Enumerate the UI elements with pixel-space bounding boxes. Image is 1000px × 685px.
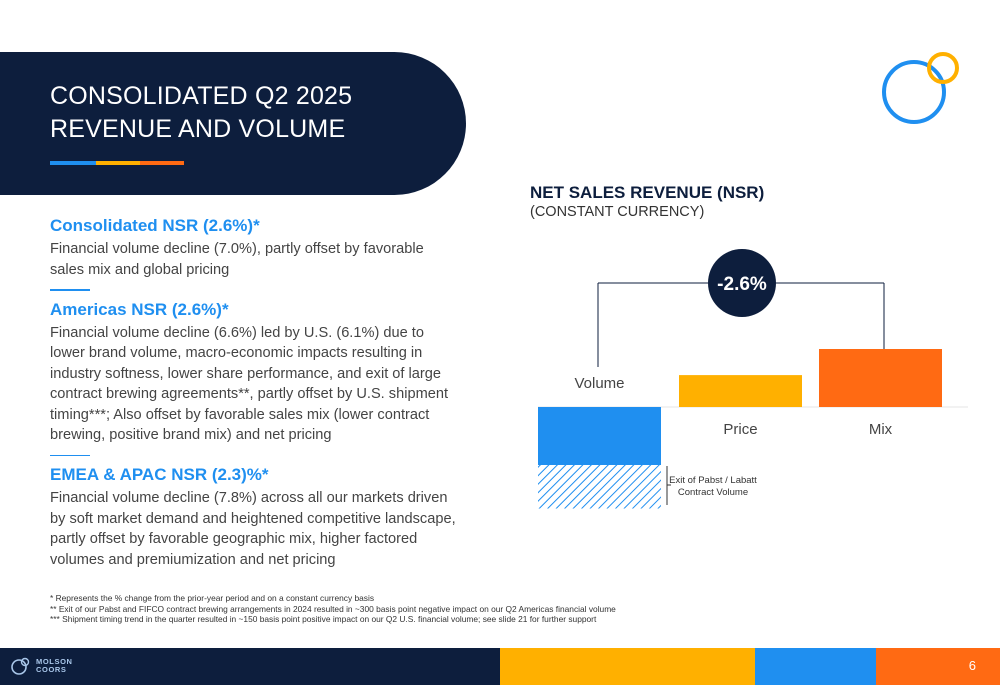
- page-number: 6: [968, 658, 976, 673]
- accent-line-gold: [96, 161, 140, 165]
- total-change-label: -2.6%: [717, 274, 767, 295]
- bar-mix: [819, 349, 942, 407]
- consolidated-heading: Consolidated NSR (2.6%)*: [50, 216, 260, 235]
- section-divider: [50, 289, 90, 291]
- bar-volume-contract-exit: [538, 465, 661, 509]
- commentary-column: [50, 215, 470, 570]
- brand-rings-icon: [878, 46, 968, 136]
- molson-coors-logo: [10, 654, 73, 678]
- chart-title: NET SALES REVENUE (NSR): [530, 183, 765, 202]
- annotation-line-2: Contract Volume: [677, 487, 749, 498]
- footer-segment-blue: [755, 648, 876, 685]
- americas-heading: Americas NSR (2.6%)*: [50, 299, 229, 319]
- accent-line-blue: [50, 161, 96, 165]
- americas-body: Financial volume decline (6.6%) led by U.S. (6.1%) due to lower brand volume, macro-economic impacts resulting in industry softness, lower share performance, and exit of large contract brewing agreements**, partly offset by U.S. shipment timing***; Also offset by favorable sales mix (lower contract brewing, positive brand mix) and net pricing: [50, 324, 449, 443]
- nsr-bridge-chart: [520, 230, 980, 530]
- category-label-volume: Volume: [574, 375, 625, 392]
- footnote-1: * Represents the % change from the prior-year period and on a constant currency basis: [50, 593, 375, 603]
- emea-apac-heading: EMEA & APAC NSR (2.3)%*: [50, 465, 269, 484]
- slide-title-line-1: CONSOLIDATED Q2 2025: [50, 82, 353, 110]
- annotation-line-1: Exit of Pabst / Labatt: [669, 475, 757, 486]
- emea-apac-body: Financial volume decline (7.8%) across all our markets driven by soft market demand and heightened competitive landscape, partly offset by favorable geographic mix, higher factored volumes and premiumization and net pricing: [50, 490, 456, 568]
- bar-volume: [538, 407, 661, 465]
- accent-line-orange: [140, 161, 184, 165]
- logo-wordmark: MOLSON COORS: [36, 656, 73, 674]
- slide-title-line-2: REVENUE AND VOLUME: [50, 115, 346, 143]
- footer-segment-orange: [876, 648, 1000, 685]
- footer-segment-gold: [500, 648, 755, 685]
- footer-bar: [0, 648, 1000, 685]
- footnote-2: ** Exit of our Pabst and FIFCO contract brewing arrangements in 2024 resulted in ~300 basis point negative impact on our Q2 Americas financial volume: [50, 603, 616, 614]
- footnote-3: *** Shipment timing trend in the quarter resulted in ~150 basis point positive impact on our Q2 U.S. financial volume; see slide 21 for further support: [50, 614, 597, 625]
- logo-rings-icon: [10, 655, 32, 677]
- title-band: [0, 52, 466, 195]
- category-label-mix: Mix: [868, 421, 893, 438]
- bar-price: [679, 375, 802, 407]
- chart-subtitle: (CONSTANT CURRENCY): [530, 204, 705, 220]
- footnotes: [50, 593, 770, 625]
- category-label-price: Price: [723, 421, 758, 438]
- consolidated-body: Financial volume decline (7.0%), partly offset by favorable sales mix and global pricing: [50, 241, 424, 278]
- section-divider: [50, 455, 90, 457]
